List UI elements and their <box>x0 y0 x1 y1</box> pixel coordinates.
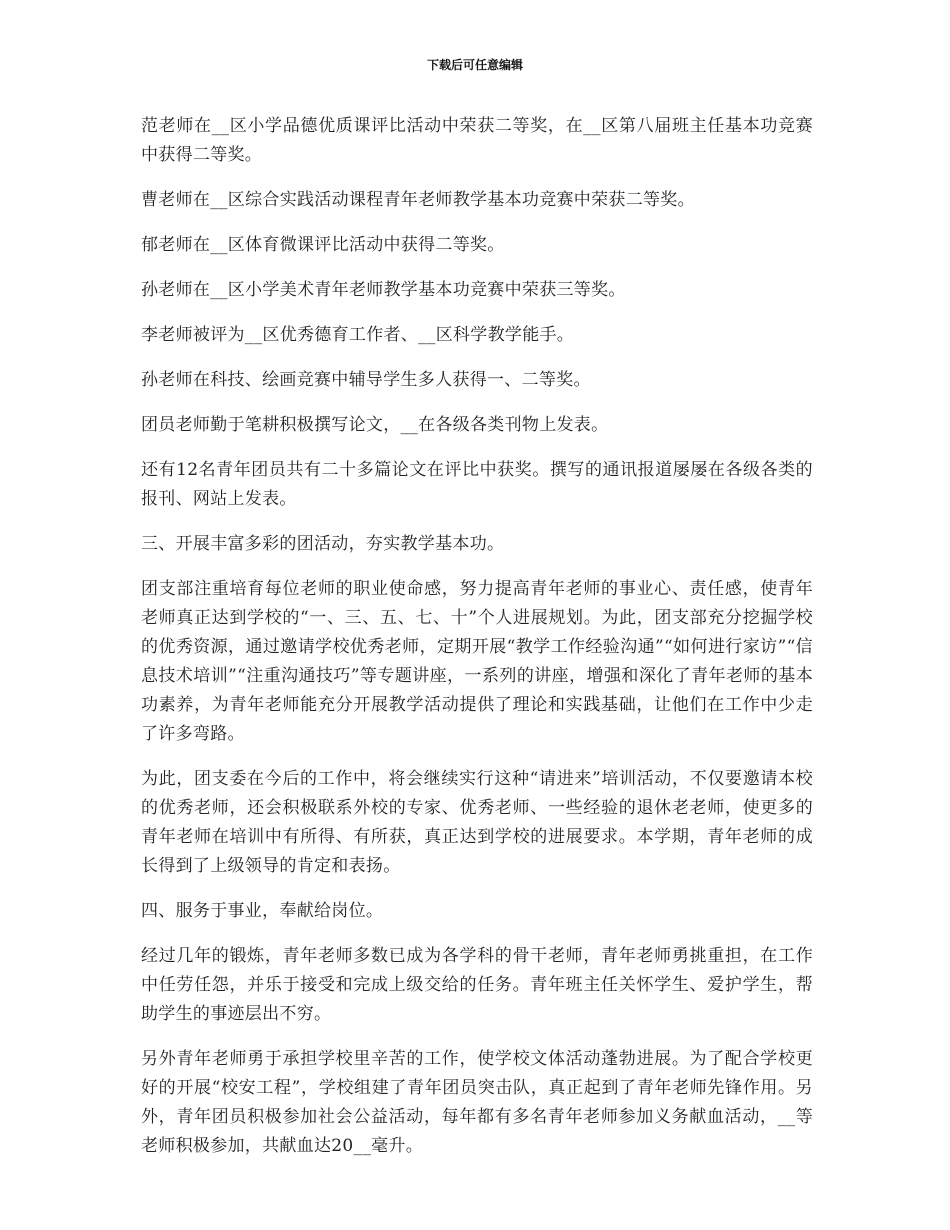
paragraph: 李老师被评为__区优秀德育工作者、__区科学教学能手。 <box>141 325 575 345</box>
paragraph: 曹老师在__区综合实践活动课程青年老师教学基本功竞赛中荣获二等奖。 <box>141 190 695 210</box>
paragraph: 郁老师在__区体育微课评比活动中获得二等奖。 <box>141 235 505 255</box>
document-body <box>141 112 813 1177</box>
section-heading: 三、开展丰富多彩的团活动，夯实教学基本功。 <box>141 534 505 554</box>
section-heading: 四、服务于事业，奉献给岗位。 <box>141 901 384 921</box>
paragraph: 为此，团支委在今后的工作中，将会继续实行这种“请进来”培训活动，不仅要邀请本校的优秀老师，还会积极联系外校的专家、优秀老师、一些经验的退休老老师，使更多的青年老师在培训中有所得、有所获，真正达到学校的进展要求。本学期，青年老师的成长得到了上级领导的肯定和表扬。 <box>141 769 813 876</box>
paragraph: 范老师在__区小学品德优质课评比活动中荣获二等奖，在__区第八届班主任基本功竞赛中获得二等奖。 <box>141 116 813 165</box>
paragraph: 孙老师在__区小学美术青年老师教学基本功竞赛中荣获三等奖。 <box>141 280 626 300</box>
paragraph: 团员老师勤于笔耕积极撰写论文，__在各级各类刊物上发表。 <box>141 415 609 435</box>
paragraph: 另外青年老师勇于承担学校里辛苦的工作，使学校文体活动蓬勃进展。为了配合学校更好的开展“校安工程”，学校组建了青年团员突击队，真正起到了青年老师先锋作用。另外，青年团员积极参加社会公益活动，每年都有多名青年老师参加义务献血活动，__等老师积极参加，共献血达20__毫升。 <box>141 1049 813 1156</box>
paragraph: 孙老师在科技、绘画竞赛中辅导学生多人获得一、二等奖。 <box>141 370 591 390</box>
paragraph: 还有12名青年团员共有二十多篇论文在评比中获奖。撰写的通讯报道屡屡在各级各类的报刊、网站上发表。 <box>141 460 813 509</box>
paragraph: 团支部注重培育每位老师的职业使命感，努力提高青年老师的事业心、责任感，使青年老师真正达到学校的“一、三、五、七、十”个人进展规划。为此，团支部充分挖掘学校的优秀资源，通过邀请学校优秀老师，定期开展“教学工作经验沟通”“如何进行家访”“信息技术培训”“注重沟通技巧”等专题讲座，一系列的讲座，增强和深化了青年老师的基本功素养，为青年老师能充分开展教学活动提供了理论和实践基础，让他们在工作中少走了许多弯路。 <box>141 579 813 744</box>
page-header: 下载后可任意编辑 <box>426 58 523 72</box>
paragraph: 经过几年的锻炼，青年老师多数已成为各学科的骨干老师，青年老师勇挑重担，在工作中任劳任怨，并乐于接受和完成上级交给的任务。青年班主任关怀学生、爱护学生，帮助学生的事迹层出不穷。 <box>141 946 813 1024</box>
